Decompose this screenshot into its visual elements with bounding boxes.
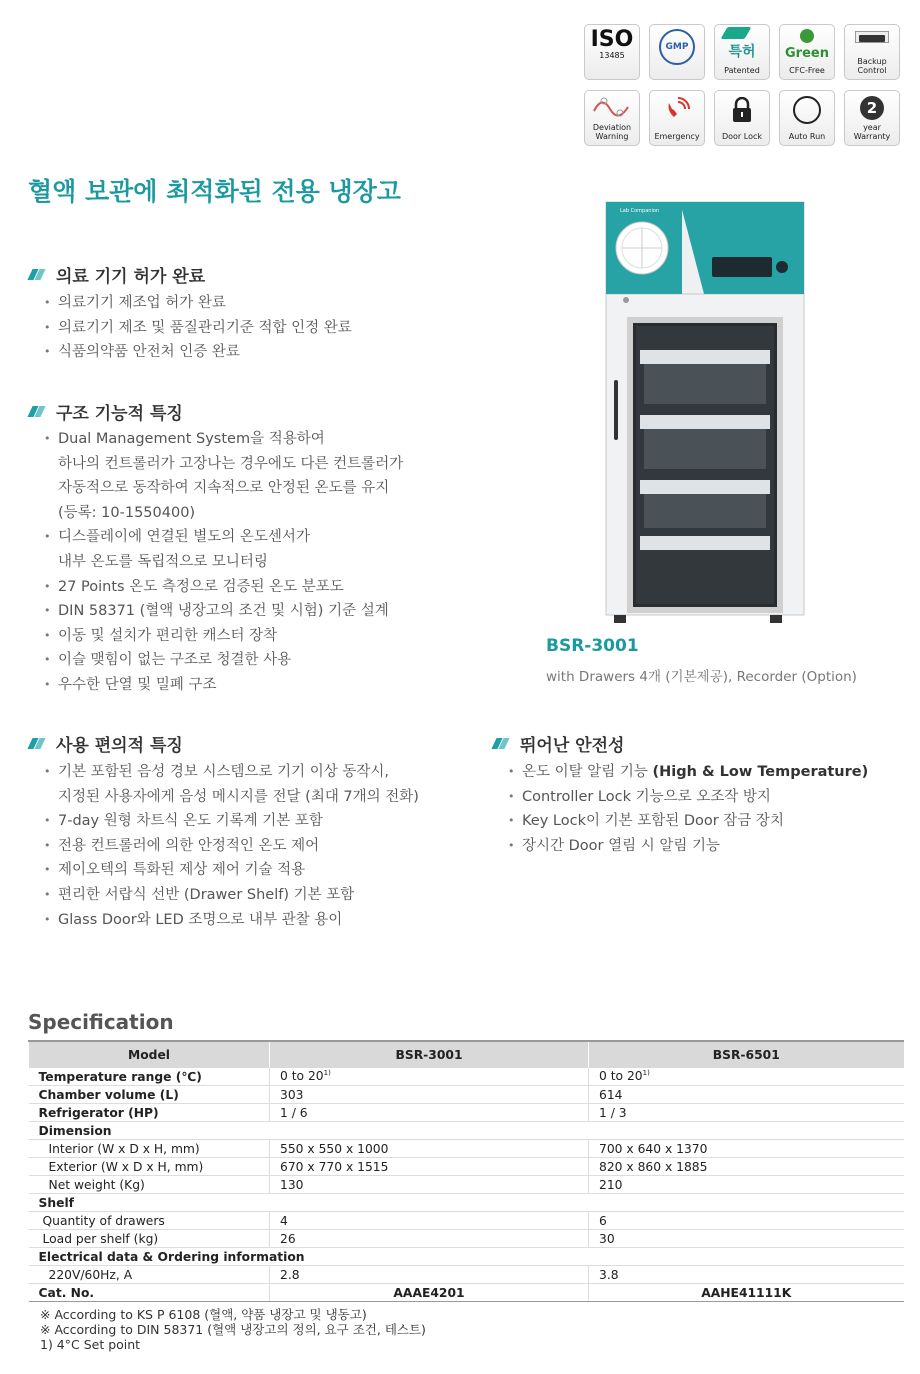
spec-group-label: Shelf bbox=[29, 1194, 904, 1212]
iso-label: ISO bbox=[590, 27, 634, 52]
spec-label: 220V/60Hz, A bbox=[29, 1266, 270, 1284]
section-marker-icon bbox=[28, 406, 44, 417]
spec-header-bsr6501: BSR-6501 bbox=[589, 1041, 904, 1068]
door-lock-icon bbox=[731, 97, 753, 123]
patent-badge bbox=[714, 24, 770, 80]
list-item: • 기본 포함된 음성 경보 시스템으로 기기 이상 동작시, 지정된 사용자에게 음성 메시지를 전달 (최대 7개의 전화) bbox=[28, 760, 419, 809]
list-item: • 우수한 단열 및 밀폐 구조 bbox=[28, 673, 403, 698]
spec-value: 0 to 20$^{1)}$ bbox=[270, 1068, 589, 1086]
table-row bbox=[29, 1158, 904, 1176]
door-lock-caption: Door Lock bbox=[721, 132, 763, 141]
emergency-icon bbox=[664, 97, 690, 123]
list-item: • 식품의약품 안전처 인증 완료 bbox=[28, 340, 352, 365]
list-item: • 의료기기 제조업 허가 완료 bbox=[28, 291, 352, 316]
section-convenience-heading bbox=[28, 731, 183, 756]
spec-value: 130 bbox=[270, 1176, 589, 1194]
product-subtitle: with Drawers 4개 (기본제공), Recorder (Option) bbox=[546, 669, 857, 685]
auto-run-icon bbox=[793, 96, 821, 124]
list-item: • 편리한 서랍식 선반 (Drawer Shelf) 기본 포함 bbox=[28, 883, 419, 908]
table-row bbox=[29, 1230, 904, 1248]
section-safety-title: 뛰어난 안전성 bbox=[520, 736, 625, 756]
section-medical-list bbox=[28, 291, 352, 365]
spec-value: 700 x 640 x 1370 bbox=[589, 1140, 904, 1158]
warranty-icon: 2 bbox=[860, 96, 884, 120]
list-item: • Key Lock이 기본 포함된 Door 잠금 장치 bbox=[492, 809, 868, 834]
spec-value: 210 bbox=[589, 1176, 904, 1194]
deviation-warning-badge bbox=[584, 90, 640, 146]
warranty-caption: year Warranty bbox=[853, 123, 891, 141]
spec-header-bsr3001: BSR-3001 bbox=[270, 1041, 589, 1068]
footnote: 1) 4°C Set point bbox=[40, 1337, 141, 1352]
table-row bbox=[29, 1140, 904, 1158]
green-caption: CFC-Free bbox=[789, 66, 825, 75]
backup-control-badge bbox=[844, 24, 900, 80]
iso-number: 13485 bbox=[599, 51, 625, 60]
list-item: • 이슬 맺힘이 없는 구조로 청결한 사용 bbox=[28, 648, 403, 673]
spec-value: 0 to 20$^{1)}$ bbox=[589, 1068, 904, 1086]
spec-header-model: Model bbox=[29, 1041, 270, 1068]
spec-label: Exterior (W x D x H, mm) bbox=[29, 1158, 270, 1176]
patent-label: 특허 bbox=[728, 44, 756, 60]
list-item: • 장시간 Door 열림 시 알림 기능 bbox=[492, 834, 868, 859]
list-item: • 의료기기 제조 및 품질관리기준 적합 인정 완료 bbox=[28, 316, 352, 341]
green-label: Green bbox=[785, 46, 829, 61]
list-item: • 전용 컨트롤러에 의한 안정적인 온도 제어 bbox=[28, 834, 419, 859]
emergency-caption: Emergency bbox=[654, 132, 700, 141]
gmp-badge bbox=[649, 24, 705, 80]
spec-label: Chamber volume (L) bbox=[29, 1086, 270, 1104]
spec-value: 303 bbox=[270, 1086, 589, 1104]
product-model: BSR-3001 bbox=[546, 636, 639, 656]
spec-value: 26 bbox=[270, 1230, 589, 1248]
spec-title: Specification bbox=[28, 1010, 174, 1034]
list-item: • Dual Management System을 적용하여 하나의 컨트롤러가 고장나는 경우에도 다른 컨트롤러가 자동적으로 동작하여 지속적으로 안정된 온도를 유지 (등록: 10-1550400) bbox=[28, 427, 403, 525]
list-item: • 이동 및 설치가 편리한 캐스터 장착 bbox=[28, 624, 403, 649]
section-medical-title: 의료 기기 허가 완료 bbox=[56, 267, 206, 287]
spec-value: 4 bbox=[270, 1212, 589, 1230]
spec-value: 550 x 550 x 1000 bbox=[270, 1140, 589, 1158]
deviation-warning-caption: Deviation Warning bbox=[592, 123, 632, 141]
footnote: ※ According to KS P 6108 (혈액, 약품 냉장고 및 냉동고) bbox=[40, 1307, 367, 1322]
safety-item-text: 온도 이탈 알림 기능 bbox=[522, 764, 653, 780]
spec-value: 670 x 770 x 1515 bbox=[270, 1158, 589, 1176]
section-convenience-list bbox=[28, 760, 419, 932]
spec-group-label: Electrical data & Ordering information bbox=[29, 1248, 904, 1266]
footnote-mark: 1) bbox=[323, 1069, 331, 1078]
spec-label: Load per shelf (kg) bbox=[29, 1230, 270, 1248]
list-item: • Glass Door와 LED 조명으로 내부 관찰 용이 bbox=[28, 908, 419, 933]
spec-label: Cat. No. bbox=[29, 1284, 270, 1302]
list-item: • DIN 58371 (혈액 냉장고의 조건 및 시험) 기준 설계 bbox=[28, 599, 403, 624]
product-image bbox=[600, 200, 810, 630]
spec-group-label: Dimension bbox=[29, 1122, 904, 1140]
section-structure-list bbox=[28, 427, 403, 698]
spec-label: Interior (W x D x H, mm) bbox=[29, 1140, 270, 1158]
spec-value: 820 x 860 x 1885 bbox=[589, 1158, 904, 1176]
list-item bbox=[492, 760, 868, 785]
section-convenience-title: 사용 편의적 특징 bbox=[56, 736, 183, 756]
spec-value: 614 bbox=[589, 1086, 904, 1104]
main-title: 혈액 보관에 최적화된 전용 냉장고 bbox=[28, 177, 401, 206]
spec-value: AAAE4201 bbox=[270, 1284, 589, 1302]
table-row bbox=[29, 1194, 904, 1212]
spec-value: 3.8 bbox=[589, 1266, 904, 1284]
table-row bbox=[29, 1122, 904, 1140]
section-safety-heading bbox=[492, 731, 624, 756]
spec-label: Quantity of drawers bbox=[29, 1212, 270, 1230]
warranty-badge bbox=[844, 90, 900, 146]
list-item: • Controller Lock 기능으로 오조작 방지 bbox=[492, 785, 868, 810]
spec-value: 1 / 3 bbox=[589, 1104, 904, 1122]
section-medical-heading bbox=[28, 262, 205, 287]
patent-icon bbox=[721, 27, 752, 39]
table-row bbox=[29, 1086, 904, 1104]
spec-value: 6 bbox=[589, 1212, 904, 1230]
table-row bbox=[29, 1068, 904, 1086]
footnote: ※ According to DIN 58371 (혈액 냉장고의 정의, 요구 조건, 테스트) bbox=[40, 1322, 426, 1337]
iso-badge bbox=[584, 24, 640, 80]
backup-control-caption: Backup Control bbox=[857, 57, 887, 75]
auto-run-caption: Auto Run bbox=[788, 132, 826, 141]
section-safety-list bbox=[492, 760, 868, 858]
table-row bbox=[29, 1248, 904, 1266]
certification-badges bbox=[584, 24, 904, 146]
table-row bbox=[29, 1176, 904, 1194]
spec-label: Temperature range (℃) bbox=[29, 1068, 270, 1086]
footnote-mark: 1) bbox=[642, 1069, 650, 1078]
spec-label: Refrigerator (HP) bbox=[29, 1104, 270, 1122]
deviation-warning-icon bbox=[592, 97, 632, 121]
section-structure-heading bbox=[28, 399, 183, 424]
table-row bbox=[29, 1104, 904, 1122]
patent-caption: Patented bbox=[724, 66, 760, 75]
auto-run-badge bbox=[779, 90, 835, 146]
section-marker-icon bbox=[28, 738, 44, 749]
green-icon bbox=[800, 29, 814, 43]
door-lock-badge bbox=[714, 90, 770, 146]
emergency-badge bbox=[649, 90, 705, 146]
list-item: • 27 Points 온도 측정으로 검증된 온도 분포도 bbox=[28, 575, 403, 600]
backup-control-icon bbox=[855, 31, 889, 43]
spec-value: 30 bbox=[589, 1230, 904, 1248]
spec-value: 2.8 bbox=[270, 1266, 589, 1284]
footnotes bbox=[40, 1307, 426, 1352]
brand-logo: Lab Companion bbox=[620, 208, 660, 214]
section-marker-icon bbox=[28, 269, 44, 280]
green-badge bbox=[779, 24, 835, 80]
section-structure-title: 구조 기능적 특징 bbox=[56, 404, 183, 424]
spec-label: Net weight (Kg) bbox=[29, 1176, 270, 1194]
spec-table bbox=[28, 1040, 904, 1302]
spec-value: 1 / 6 bbox=[270, 1104, 589, 1122]
section-marker-icon bbox=[492, 738, 508, 749]
spec-header-row bbox=[29, 1041, 904, 1068]
table-row bbox=[29, 1266, 904, 1284]
spec-value: AAHE41111K bbox=[589, 1284, 904, 1302]
table-row bbox=[29, 1284, 904, 1302]
list-item: • 7-day 원형 차트식 온도 기록계 기본 포함 bbox=[28, 809, 419, 834]
list-item: • 디스플레이에 연결된 별도의 온도센서가 내부 온도를 독립적으로 모니터링 bbox=[28, 525, 403, 574]
gmp-icon: GMP bbox=[659, 29, 695, 65]
safety-item-bold: (High & Low Temperature) bbox=[652, 764, 869, 780]
table-row bbox=[29, 1212, 904, 1230]
list-item: • 제이오텍의 특화된 제상 제어 기술 적용 bbox=[28, 858, 419, 883]
